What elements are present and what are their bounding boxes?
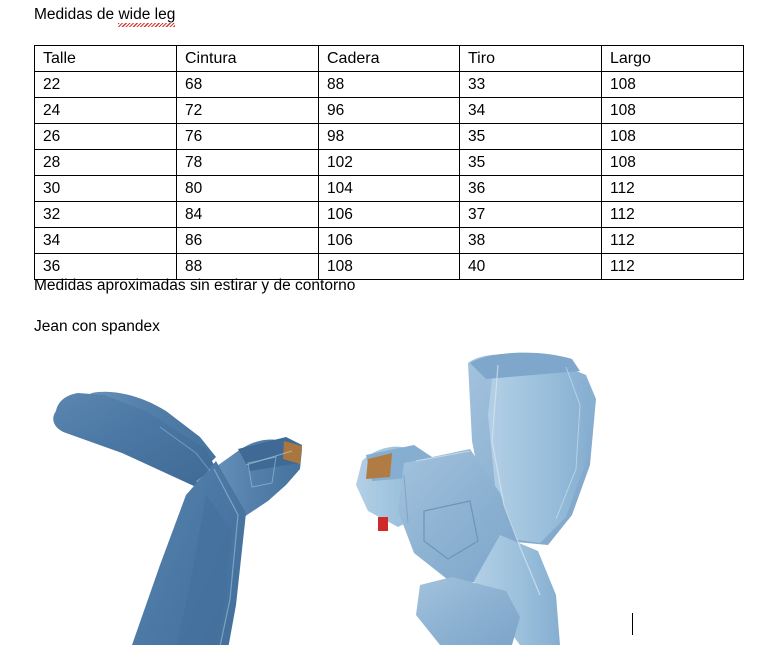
cell-tiro: 38 — [460, 228, 602, 254]
cell-tiro: 33 — [460, 72, 602, 98]
column-header-largo: Largo — [602, 46, 744, 72]
cell-cintura: 72 — [177, 98, 319, 124]
table-row — [35, 150, 744, 176]
jeans-photo-pair — [0, 345, 782, 645]
table-row — [35, 202, 744, 228]
cell-cintura: 76 — [177, 124, 319, 150]
cell-talle: 24 — [35, 98, 177, 124]
cell-largo: 112 — [602, 202, 744, 228]
table-row — [35, 228, 744, 254]
misspelled-word: wide leg — [118, 6, 176, 23]
cell-tiro: 35 — [460, 150, 602, 176]
cell-cintura: 68 — [177, 72, 319, 98]
cell-cadera: 108 — [319, 254, 460, 280]
table-row — [35, 98, 744, 124]
cell-talle: 28 — [35, 150, 177, 176]
page-title — [34, 5, 175, 25]
cell-cintura: 88 — [177, 254, 319, 280]
measurement-note: Medidas aproximadas sin estirar y de contorno — [34, 277, 356, 294]
cell-cintura: 80 — [177, 176, 319, 202]
column-header-cadera: Cadera — [319, 46, 460, 72]
text-cursor — [632, 613, 633, 635]
cell-talle: 30 — [35, 176, 177, 202]
cell-talle: 34 — [35, 228, 177, 254]
column-header-talle: Talle — [35, 46, 177, 72]
cell-cintura: 84 — [177, 202, 319, 228]
cell-largo: 108 — [602, 124, 744, 150]
cell-tiro: 40 — [460, 254, 602, 280]
cell-cadera: 98 — [319, 124, 460, 150]
cell-tiro: 35 — [460, 124, 602, 150]
fabric-note: Jean con spandex — [34, 318, 160, 335]
cell-largo: 112 — [602, 254, 744, 280]
size-chart-table — [34, 45, 744, 280]
cell-talle: 32 — [35, 202, 177, 228]
cell-cintura: 78 — [177, 150, 319, 176]
cell-talle: 26 — [35, 124, 177, 150]
cell-largo: 112 — [602, 176, 744, 202]
column-header-cintura: Cintura — [177, 46, 319, 72]
cell-talle: 36 — [35, 254, 177, 280]
cell-tiro: 36 — [460, 176, 602, 202]
cell-largo: 108 — [602, 150, 744, 176]
cell-cadera: 88 — [319, 72, 460, 98]
cell-talle: 22 — [35, 72, 177, 98]
product-photos — [0, 345, 782, 645]
cell-largo: 112 — [602, 228, 744, 254]
left-jean-photo — [53, 392, 302, 645]
cell-cadera: 104 — [319, 176, 460, 202]
cell-cadera: 96 — [319, 98, 460, 124]
cell-cadera: 106 — [319, 228, 460, 254]
table-row — [35, 124, 744, 150]
cell-largo: 108 — [602, 98, 744, 124]
page-title-prefix: Medidas de — [34, 6, 119, 23]
cell-cadera: 106 — [319, 202, 460, 228]
table-header-row — [35, 46, 744, 72]
cell-cadera: 102 — [319, 150, 460, 176]
table-row — [35, 72, 744, 98]
cell-tiro: 37 — [460, 202, 602, 228]
column-header-tiro: Tiro — [460, 46, 602, 72]
cell-largo: 108 — [602, 72, 744, 98]
cell-cintura: 86 — [177, 228, 319, 254]
right-jean-photo — [356, 353, 596, 645]
table-row — [35, 176, 744, 202]
cell-tiro: 34 — [460, 98, 602, 124]
